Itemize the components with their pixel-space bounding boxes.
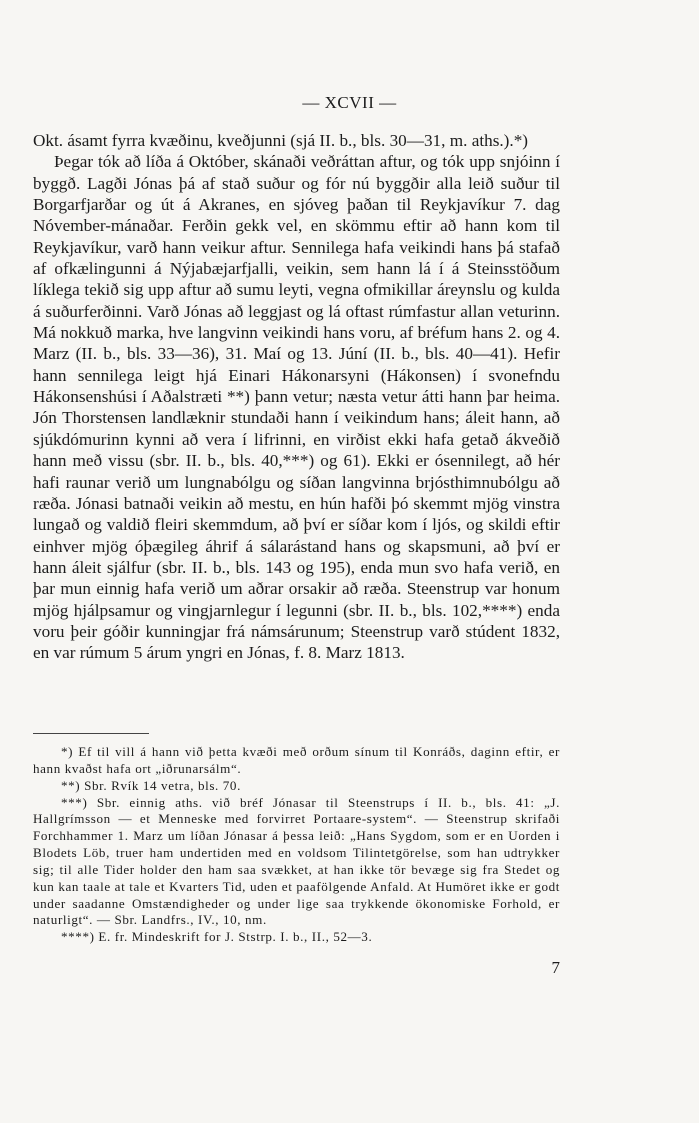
footnote-4: ****) E. fr. Mindeskrift for J. Ststrp. I. b., II., 52—3.	[61, 929, 373, 945]
footnote-2: **) Sbr. Rvík 14 vetra, bls. 70.	[61, 777, 241, 793]
footnote-separator	[33, 733, 149, 734]
footnote-3: ***) Sbr. einnig aths. við bréf Jónasar til Steenstrups í II. b., bls. 41: „J. Hallgrímsson — et Menneske med forvirret Portaare-system“. — Steenstrup skrifaði Forchhammer 1. Marz um líðan Jónasar á þessa leið: „Hans Sygdom, som er en Uorden i Blodets Löb, truer ham undertiden med en voldsom Tilintetgörelse, som han udtrykker sig; til alle Tider holder den ham saa svækket, at han ikke tör bevæge sig fra Stedet og kun kan taale at tale et Kvarters Tid, uden et paafölgende Anfald. At Humöret ikke er godt under saadanne Omstændigheder og under lige saa trykkende ökonomiske Forhold, er naturligt“. — Sbr. Landfrs., IV., 10, nm.	[33, 794, 560, 928]
paragraph: Þegar tók að líða á Október, skánaði veðráttan aftur, og tók upp snjóinn í byggð. Lagði Jónas þá af stað suður og fór nú byggðir alla leið suður til Borgarfjarðar og út á Akranes, en sjóveg þaðan til Reykjavíkur 7. dag Nóvember-mánaðar. Ferðin gekk vel, en skömmu eftir að hann kom til Reykjavíkur, varð hann veikur aftur. Sennilega hafa veikindi hans þá stafað af ofkælingunni á Nýjabæjarfjalli, veikin, sem hann lá í á Steinsstöðum líklega tekið sig upp aftur að sumu leyti, vegna ofmikillar áreynslu og kulda á suðurferðinni. Varð Jónas að leggjast og lá oftast rúmfastur allan veturinn. Má nokkuð marka, hve langvinn veikindi hans voru, af bréfum hans 2. og 4. Marz (II. b., bls. 33—36), 31. Maí og 13. Júní (II. b., bls. 40—41). Hefir hann sennilega leigt hjá Einari Hákonarsyni (Hákonsen) í svonefndu Hákonsenshúsi í Aðalstræti **) þann vetur; næsta vetur átti hann þar heima. Jón Thorstensen landlæknir stundaði hann í veikindum hans; áleit hann, að sjúkdómurinn kynni að vera í lifrinni, en virðist ekki hafa getað ákveðið hann með vissu (sbr. II. b., bls. 40,***) og 61). Ekki er ósennilegt, að hér hafi raunar verið um lungnabólgu og síðan langvinna brjósthimnubólgu að ræða. Jónasi batnaði veikin að mestu, en hún hafði þó skemmt mjög vinstra lungað og valdið fleiri skemmdum, að því er síðar kom í ljós, og skildi eftir einhver mjög óþægileg áhrif á sálarástand hans og skapsmuni, að því er hann áleit sjálfur (sbr. II. b., bls. 143 og 195), enda mun svo hafa verið, en þar mun einnig hafa verið um aðrar orsakir að ræða. Steenstrup var honum mjög hjálpsamur og vingjarnlegur í legunni (sbr. II. b., bls. 102,****) enda voru þeir góðir kunningjar frá námsárunum; Steenstrup varð stúdent 1832, en var rúmum 5 árum yngri en Jónas, f. 8. Marz 1813.	[33, 152, 560, 663]
footnotes	[33, 744, 560, 946]
page-number-header: — XCVII —	[302, 93, 397, 112]
main-text	[33, 130, 560, 664]
signature-mark: 7	[551, 958, 560, 977]
paragraph-continuation: Okt. ásamt fyrra kvæðinu, kveðjunni (sjá II. b., bls. 30—31, m. aths.).*)	[33, 131, 529, 150]
footnote-1: *) Ef til vill á hann við þetta kvæði með orðum sínum til Konráðs, daginn eftir, er hann kvaðst hafa ort „iðrunarsálm“.	[33, 744, 560, 776]
